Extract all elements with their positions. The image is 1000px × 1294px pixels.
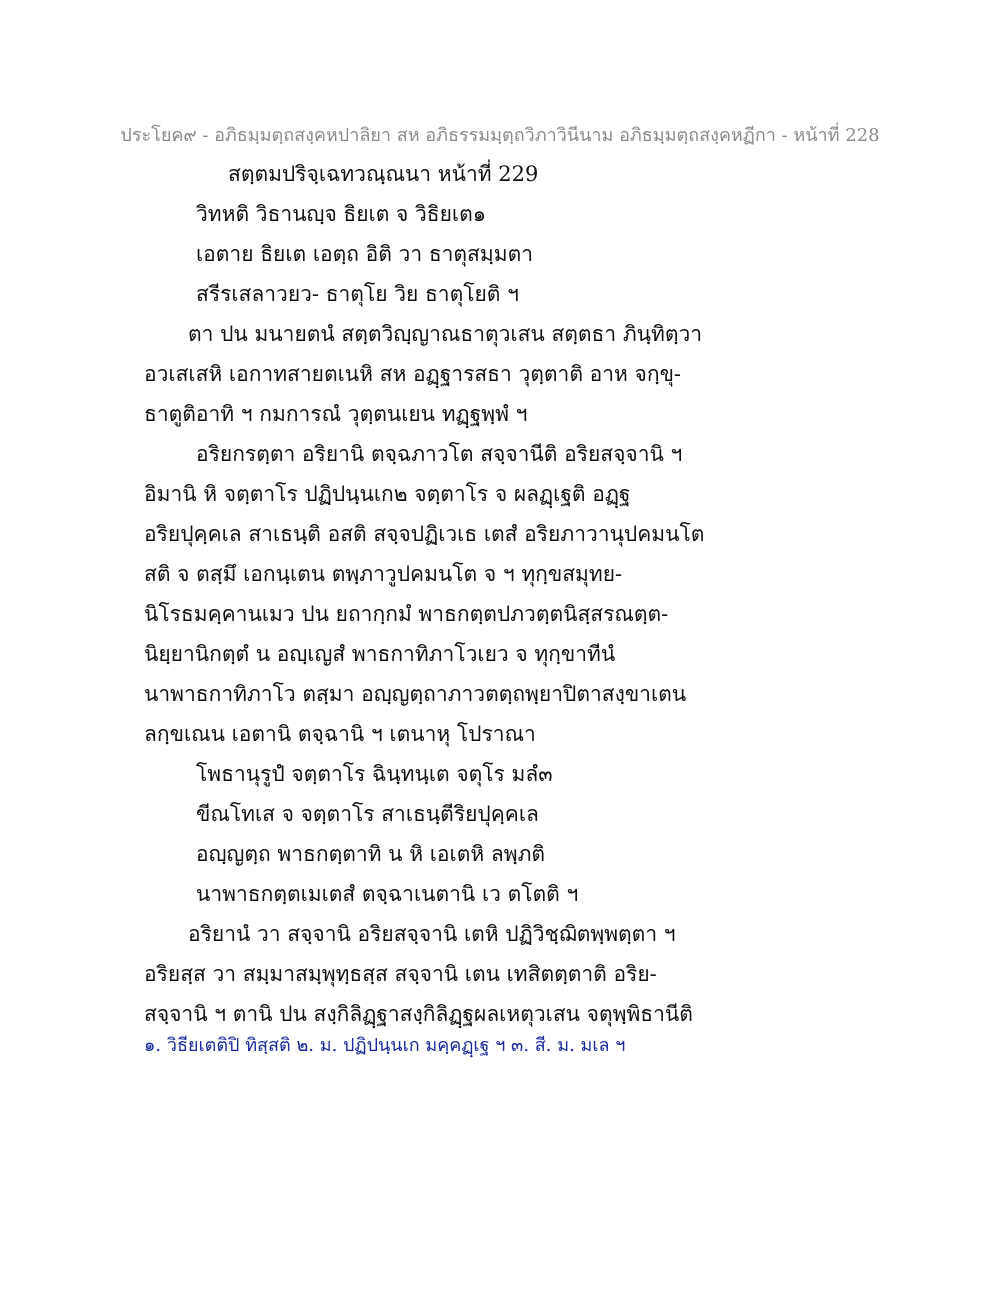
- paragraph-line: นิยฺยานิกตฺตํ น อญฺเญสํ พาธกาทิภาโวเยว จ ทุกฺขาทีนํ: [144, 642, 616, 666]
- verse-line: ขีณโทเส จ จตฺตาโร สาเธนฺตีริยปุคฺคเล: [196, 802, 539, 826]
- paragraph-line: ลกฺขเณน เอตานิ ตจฺฉานิ ฯ เตนาหุ โปราณา: [144, 722, 536, 746]
- paragraph-line: ธาตูติอาทิ ฯ กมการณํ วุตฺตนเยน ทฏฺฐพฺพํ ฯ: [144, 402, 528, 426]
- verse-line: นาพาธกตฺตเมเตสํ ตจฺฉาเนตานิ เว ตโตติ ฯ: [196, 882, 579, 906]
- verse-line: โพธานุรูปํ จตฺตาโร ฉินฺทนฺเต จตุโร มลํ๓: [196, 762, 553, 786]
- paragraph-line: สติ จ ตสฺมึ เอกนฺเตน ตพฺภาวูปคมนโต จ ฯ ทุกฺขสมุทย-: [144, 562, 623, 586]
- paragraph-line: อริยานํ วา สจฺจานิ อริยสจฺจานิ เตหิ ปฏิวิชฺฌิตพฺพตฺตา ฯ: [188, 922, 676, 946]
- paragraph-line: นาพาธกาทิภาโว ตสฺมา อญฺญตฺถาภาวตตฺถพฺยาปิตาสงฺขาเตน: [144, 682, 687, 706]
- chapter-heading-line: สตฺตมปริจฺเฉทวณฺณนา หน้าที่ 229: [228, 162, 539, 186]
- paragraph-line: อริยสฺส วา สมฺมาสมฺพุทฺธสฺส สจฺจานิ เตน เทสิตตฺตาติ อริย-: [144, 962, 657, 986]
- verse-line: วิทหติ วิธานญฺจ ธิยเต จ วิธิยเต๑: [196, 202, 487, 226]
- footnotes: ๑. วิธียเตติปิ ทิสฺสติ ๒. ม. ปฏิปนฺนเก มคฺคฏฺเฐ ฯ ๓. สี. ม. มเล ฯ: [144, 1035, 626, 1056]
- verse-line: อญฺญตฺถ พาธกตฺตาทิ น หิ เอเตหิ ลพฺภติ: [196, 842, 546, 866]
- paragraph-line: อิมานิ หิ จตฺตาโร ปฏิปนฺนเก๒ จตฺตาโร จ ผลฏฺเฐติ อฏฺฐ: [144, 482, 631, 506]
- paragraph-line: สจฺจานิ ฯ ตานิ ปน สงฺกิลิฏฺฐาสงฺกิลิฏฺฐผลเหตุวเสน จตุพฺพิธานีติ: [144, 1002, 693, 1026]
- paragraph-line: ตา ปน มนายตนํ สตฺตวิญฺญาณธาตุวเสน สตฺตธา ภินฺทิตฺวา: [188, 322, 703, 346]
- paragraph-line: อริยปุคฺคเล สาเธนฺติ อสติ สจฺจปฏิเวเธ เตสํ อริยภาวานุปคมนโต: [144, 522, 705, 546]
- paragraph-line: อวเสเสหิ เอกาทสายตเนหิ สห อฏฺฐารสธา วุตฺตาติ อาห จกฺขุ-: [144, 362, 682, 386]
- paragraph-line: นิโรธมคฺคานเมว ปน ยถากฺกมํ พาธกตฺตปภวตฺตนิสฺสรณตฺต-: [144, 602, 669, 626]
- running-header: ประโยค๙ - อภิธมฺมตฺถสงฺคหปาลิยา สห อภิธรรมมฺตฺถวิภาวินีนาม อภิธมฺมตฺถสงฺคหฏีกา - หน้าที่ 228: [120, 125, 880, 146]
- paragraph-line: อริยกรตฺตา อริยานิ ตจฺฉภาวโต สจฺจานีติ อริยสจฺจานิ ฯ: [196, 442, 683, 466]
- verse-line: สรีรเสลาวยว- ธาตุโย วิย ธาตุโยติ ฯ: [196, 282, 519, 306]
- verse-line: เอตาย ธิยเต เอตฺถ อิติ วา ธาตุสมฺมตา: [196, 242, 533, 266]
